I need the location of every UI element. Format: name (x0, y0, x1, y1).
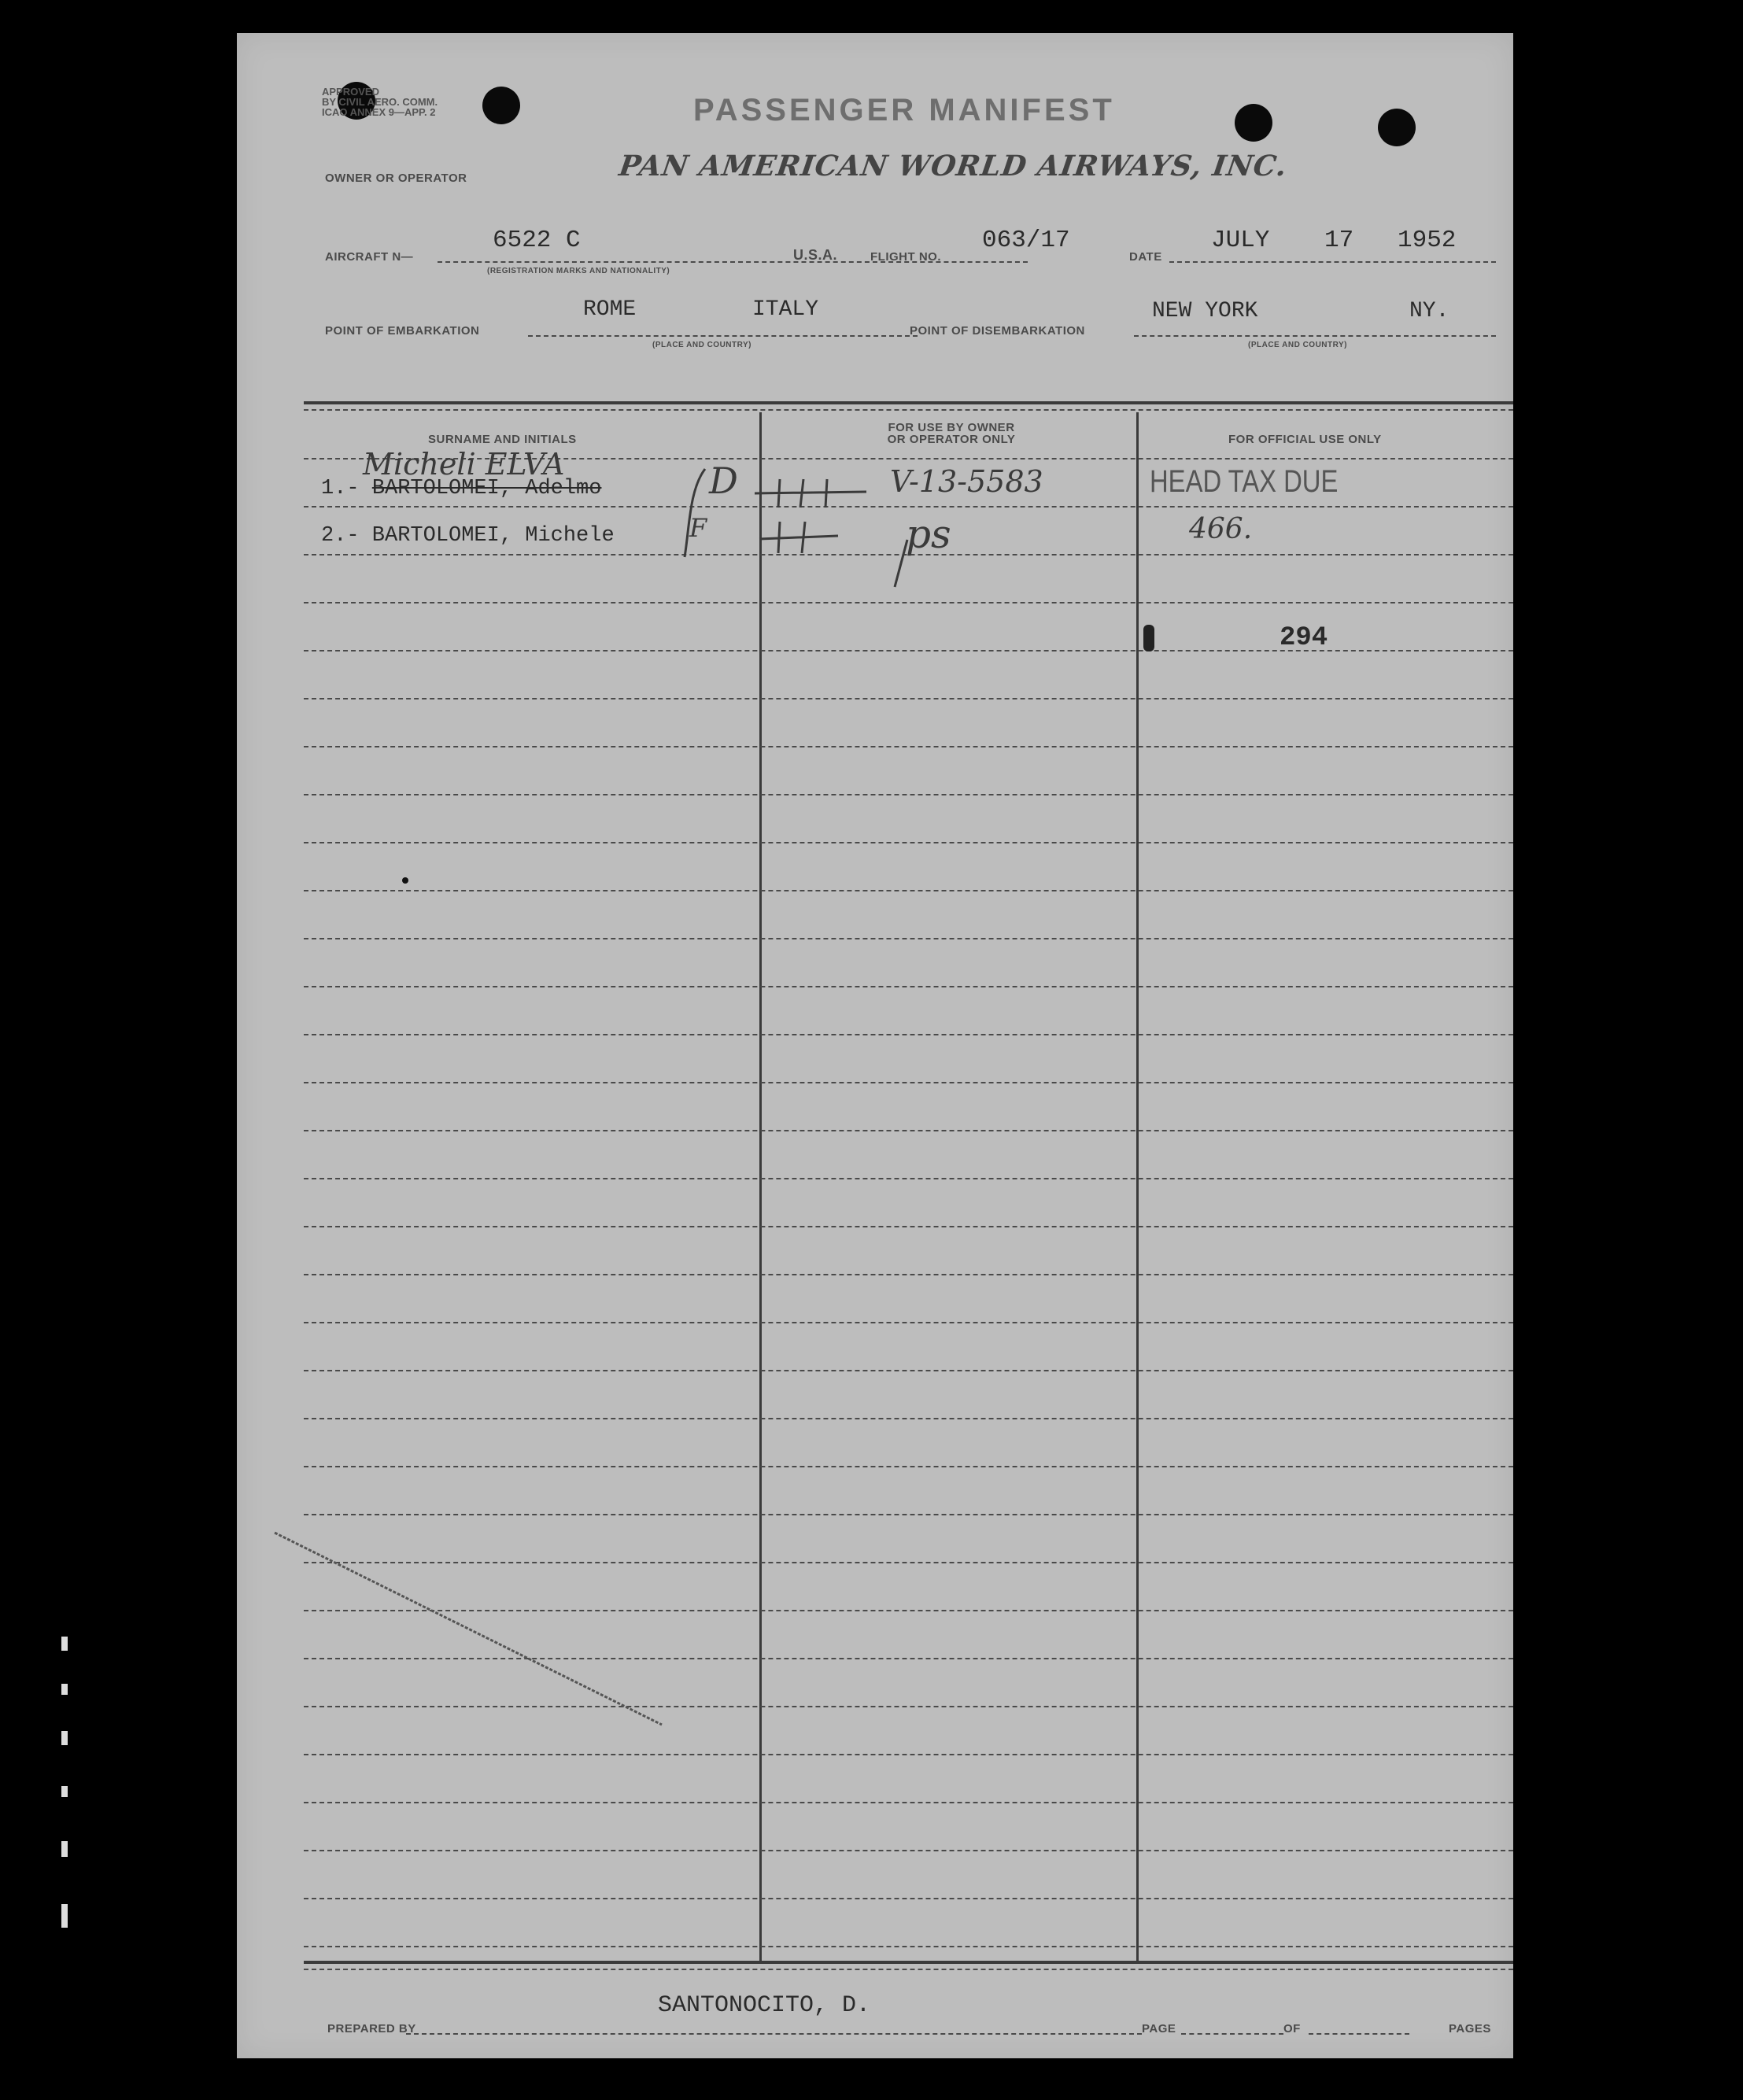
of-label: OF (1283, 2022, 1301, 2035)
row-rule (304, 1418, 1513, 1419)
aircraft-value: 6522 C (493, 227, 581, 254)
embark-city: ROME (583, 297, 637, 322)
punch-hole (482, 87, 520, 124)
row-rule (304, 842, 1513, 843)
passenger-2-scribble (756, 517, 843, 556)
passenger-2-stroke (890, 537, 914, 592)
row-rule (304, 1946, 1513, 1947)
passenger-1-struck-name: BARTOLOMEI, Adelmo (371, 477, 602, 500)
row-rule (304, 1226, 1513, 1227)
row-rule (304, 1802, 1513, 1803)
header-official: FOR OFFICIAL USE ONLY (1228, 433, 1382, 446)
row-rule (304, 1850, 1513, 1851)
usa-label: U.S.A. (793, 247, 838, 263)
column-divider (759, 412, 762, 1961)
pages-label: PAGES (1449, 2022, 1491, 2035)
row-rule (304, 506, 1513, 507)
row-rule (304, 1178, 1513, 1179)
passenger-2-bracket (681, 466, 713, 560)
passenger-2-code: F (689, 513, 707, 543)
approval-line-2: BY CIVIL AERO. COMM. (322, 96, 438, 108)
flight-value: 063/17 (982, 227, 1070, 254)
aircraft-caption: (REGISTRATION MARKS AND NATIONALITY) (487, 267, 670, 275)
passenger-2-owner-note: ps (906, 511, 951, 557)
punch-hole (1378, 109, 1416, 146)
flight-label: FLIGHT NO. (870, 250, 941, 264)
disembark-city: NEW YORK (1152, 299, 1258, 323)
stray-pencil-line (268, 1528, 678, 1733)
owner-label: OWNER OR OPERATOR (325, 172, 467, 185)
head-tax-amount: 466. (1189, 513, 1253, 545)
head-tax-stamp: HEAD TAX DUE (1150, 464, 1339, 499)
approval-line-1: APPROVED (322, 86, 379, 98)
aircraft-label: AIRCRAFT N— (325, 250, 414, 264)
ink-blot (1143, 625, 1154, 651)
speck (402, 877, 408, 884)
prepared-by-value: SANTONOCITO, D. (658, 1992, 871, 2019)
row-rule (304, 890, 1513, 891)
row-rule (304, 602, 1513, 603)
row-rule (304, 1130, 1513, 1131)
prepared-by-label: PREPARED BY (327, 2022, 416, 2035)
row-rule (304, 794, 1513, 795)
approval-line-3: ICAO ANNEX 9—APP. 2 (322, 106, 436, 118)
page-label: PAGE (1142, 2022, 1176, 2035)
date-label: DATE (1129, 250, 1162, 264)
passenger-1-number: 1.- (321, 477, 372, 500)
disembark-label: POINT OF DISEMBARKATION (910, 324, 1085, 338)
row-rule (304, 1754, 1513, 1755)
row-rule (304, 1898, 1513, 1899)
approval-note (322, 87, 438, 117)
row-rule (304, 1082, 1513, 1083)
row-rule (304, 1466, 1513, 1467)
row-rule (304, 1322, 1513, 1323)
column-divider (1136, 412, 1139, 1961)
row-rule (304, 986, 1513, 987)
row-rule (304, 746, 1513, 747)
row-rule (304, 1514, 1513, 1515)
date-month: JULY (1211, 227, 1270, 254)
embark-label: POINT OF EMBARKATION (325, 324, 480, 338)
embark-country: ITALY (752, 297, 819, 322)
passenger-2-line: 2.- BARTOLOMEI, Michele (321, 524, 615, 548)
row-rule (304, 650, 1513, 651)
row-rule (304, 938, 1513, 939)
official-number: 294 (1280, 623, 1328, 653)
header-surname: SURNAME AND INITIALS (428, 433, 577, 446)
date-year: 1952 (1398, 227, 1457, 254)
passenger-1-owner-note: V-13-5583 (890, 464, 1043, 499)
row-rule (304, 1274, 1513, 1275)
passenger-1-scribble (748, 470, 874, 509)
row-rule (304, 1034, 1513, 1035)
airline-name: PAN AMERICAN WORLD AIRWAYS, INC. (617, 149, 1290, 183)
passenger-1-code: D (709, 459, 738, 502)
disembark-caption: (PLACE AND COUNTRY) (1248, 341, 1347, 349)
row-rule (304, 698, 1513, 699)
date-day: 17 (1324, 227, 1354, 254)
row-rule (304, 1370, 1513, 1371)
passenger-1-correction: Micheli ELVA (363, 447, 565, 482)
header-owner: FOR USE BY OWNER OR OPERATOR ONLY (887, 421, 1016, 446)
disembark-state: NY. (1409, 299, 1449, 323)
punch-hole (1235, 104, 1272, 142)
embark-caption: (PLACE AND COUNTRY) (652, 341, 751, 349)
manifest-paper (237, 33, 1513, 2058)
form-title: PASSENGER MANIFEST (693, 93, 1115, 127)
film-edge-marks (61, 1637, 71, 1967)
